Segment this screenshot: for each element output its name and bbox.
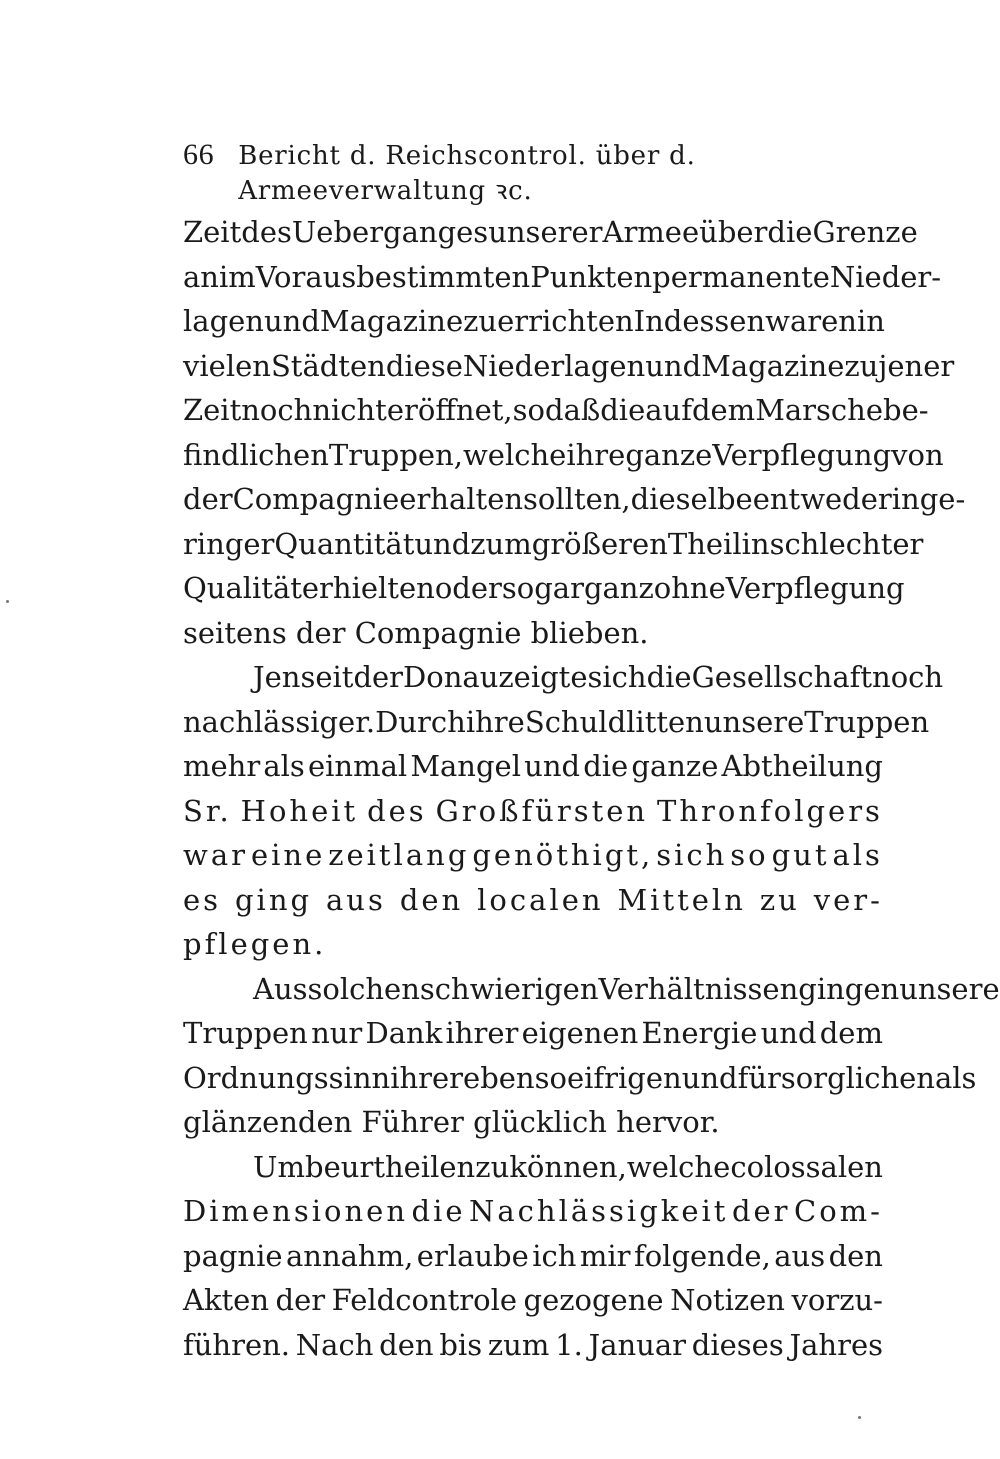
text-line: der Compagnie erhalten sollten, dieselbe entweder in ge- [183, 482, 966, 516]
text-line: Akten der Feldcontrole gezogene Notizen vorzu- [183, 1283, 883, 1317]
text-line: lagen und Magazine zu errichten Indessen waren in [183, 304, 885, 338]
text-line: Zeit des Ueberganges unserer Armee über die Grenze [183, 215, 918, 249]
text-line: pagnie annahm, erlaube ich mir folgende, aus den [183, 1238, 883, 1273]
running-title: Bericht d. Reichscontrol. über d. Armeeverwaltung ꝛc. [238, 141, 696, 206]
text-line: Um beurtheilen zu können, welche colossalen [253, 1149, 883, 1184]
text-line: findlichen Truppen, welche ihre ganze Verpflegung von [183, 437, 944, 472]
text-line: pflegen. [183, 927, 327, 961]
text-line: Qualität erhielten oder sogar ganz ohne Verpflegung [183, 571, 905, 605]
text-line: es ging aus den localen Mitteln zu ver- [183, 882, 883, 917]
text-line: Aus solchen schwierigen Verhältnissen gingen unsere [253, 971, 1000, 1006]
running-head [183, 138, 873, 206]
paragraph-3 [183, 967, 1000, 1145]
text-line: Truppen nur Dank ihrer eigenen Energie und dem [183, 1016, 883, 1050]
text-line: Jenseit der Donau zeigte sich die Gesellschaft noch [253, 660, 944, 694]
text-line: mehr als einmal Mangel und die ganze Abtheilung [183, 749, 883, 783]
text-line: vielen Städten diese Niederlagen und Magazine zu jener [183, 348, 955, 383]
paragraph-2 [183, 655, 944, 967]
text-line: seitens der Compagnie blieben. [183, 615, 649, 650]
text-line: ringer Quantität und zum größeren Theil in schlechter [183, 526, 924, 561]
text-line: Ordnungssinn ihrer ebenso eifrigen und fürsorglichen als [183, 1060, 977, 1095]
text-line: führen. Nach den bis zum 1. Januar dieses Jahres [183, 1327, 883, 1362]
text-line: Sr. Hoheit des Großfürsten Thronfolgers [183, 793, 883, 828]
scan-speck [858, 1416, 861, 1419]
text-line: nachlässiger. Durch ihre Schuld litten unsere Truppen [183, 704, 930, 739]
text-line: Zeit noch nicht eröffnet, so daß die auf dem Marsche be- [183, 393, 929, 427]
scan-speck [6, 600, 9, 603]
text-line: an im Voraus bestimmten Punkten permanente Nieder- [183, 259, 942, 294]
page-number: 66 [183, 138, 215, 171]
body-text [183, 210, 1000, 1367]
paragraph-1 [183, 210, 966, 655]
text-line: war eine zeitlang genöthigt, sich so gut als [183, 838, 883, 872]
paragraph-4 [183, 1145, 883, 1368]
text-line: glänzenden Führer glücklich hervor. [183, 1105, 720, 1139]
text-line: Dimensionen die Nachlässigkeit der Com- [183, 1194, 883, 1228]
